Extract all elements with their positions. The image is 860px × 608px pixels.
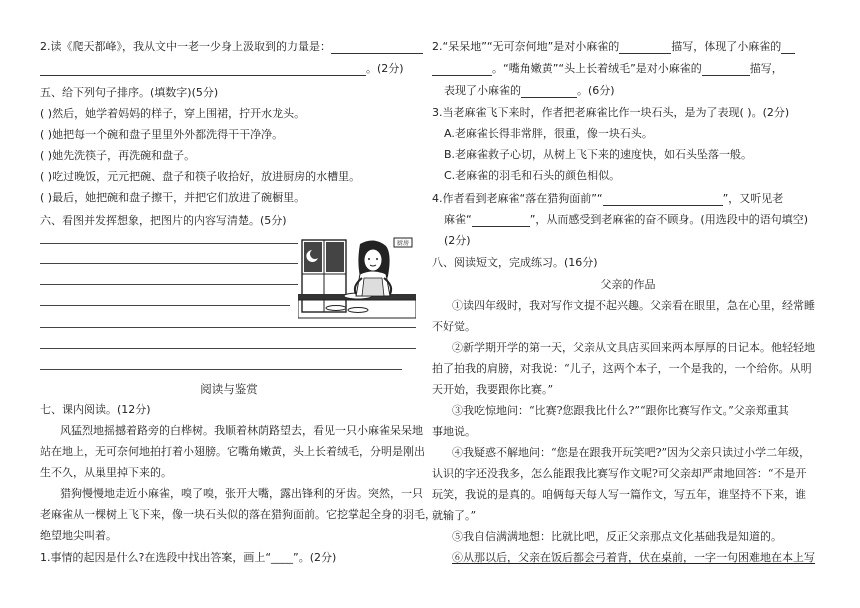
section-8-title: 八、阅读短文，完成练习。(16分)	[432, 256, 598, 269]
answer-blank[interactable]	[331, 42, 423, 54]
passage-line: 生不久，从巢里掉下来的。	[40, 466, 172, 479]
q2-read-score: 。(2分)	[366, 62, 404, 75]
passage-line: 老麻雀从一棵树上飞下来，像一块石头似的落在猎狗面前。它挖掌起全身的羽毛，	[40, 508, 436, 521]
answer-blank[interactable]	[781, 42, 795, 54]
option-a[interactable]: A.老麻雀长得非常胖，很重，像一块石头。	[444, 127, 653, 140]
section-5-title: 五、给下列句子排序。(填数字)(5分)	[40, 86, 219, 99]
section-7-title: 七、课内阅读。(12分)	[40, 403, 151, 416]
passage-line: 猎狗慢慢地走近小麻雀，嗅了嗅，张开大嘴，露出锋利的牙齿。突然，一只	[60, 487, 423, 500]
story-line: 拍了拍我的肩膀，对我说：“儿子，这两个本子，一个是我的，一个给你。从明	[432, 362, 812, 375]
q2-line-1	[432, 40, 795, 54]
q2-part: 描写，	[749, 62, 783, 75]
q2-part: 表现了小麻雀的	[444, 84, 521, 97]
story-line: 玩笑，我说的是真的。咱俩每天每人写一篇作文，写五年，谁坚持不下来，谁	[432, 488, 806, 501]
story-line-underlined: ⑥从那以后，父亲在饭后都会弓着背，伏在桌前，一字一句困难地在本上写	[452, 551, 815, 564]
answer-blank[interactable]	[40, 64, 366, 76]
writing-line[interactable]	[40, 327, 416, 328]
sort-item: ( )她先洗筷子，再洗碗和盘子。	[40, 149, 196, 162]
q2-read-prompt: 2.读《爬天都峰》，我从文中一老一少身上汲取到的力量是：	[40, 40, 331, 53]
q4-score: (2分)	[444, 234, 471, 247]
q4-part: ”，又听见老	[722, 192, 784, 205]
answer-blank[interactable]	[702, 64, 750, 76]
passage-line: 站在地上，无可奈何地拍打着小翅膀。它嘴角嫩黄，头上长着绒毛，分明是刚出	[40, 445, 425, 458]
sort-item: ( )最后，她把碗和盘子擦干，并把它们放进了碗橱里。	[40, 191, 306, 204]
story-line: ②新学期开学的第一天，父亲从文具店买回来两本厚厚的日记本。他轻轻地	[452, 341, 815, 354]
story-line: 就输了。”	[432, 509, 477, 522]
writing-line[interactable]	[40, 305, 290, 306]
section-6-title: 六、看图并发挥想象，把图片的内容写清楚。(5分)	[40, 214, 287, 227]
question-1: 1.事情的起因是什么?在选段中找出答案，画上“____”。(2分)	[40, 551, 337, 564]
writing-line[interactable]	[40, 284, 298, 285]
option-b[interactable]: B.老麻雀救子心切，从树上飞下来的速度快，如石头坠落一般。	[444, 148, 753, 161]
story-line: 不好觉。	[432, 320, 476, 333]
sort-item: ( )然后，她学着妈妈的样子，穿上围裙，拧开水龙头。	[40, 107, 306, 120]
story-line: 认识的字还没我多，怎么能跟我比赛写作文呢?可父亲却严肃地回答：“不是开	[432, 467, 807, 480]
passage-line: 绝望地尖叫着。	[40, 529, 117, 542]
q4-part: 麻雀“	[444, 213, 472, 226]
q4-line-1	[432, 192, 783, 206]
answer-blank[interactable]	[603, 194, 723, 206]
q2-part: 描写，体现了小麻雀的	[671, 40, 782, 53]
story-line: ①读四年级时，我对写作文提不起兴趣。父亲看在眼里，急在心里，经常睡	[452, 299, 815, 312]
q4-part: ”，从而感受到老麻雀的奋不顾身。(用选段中的语句填空)	[529, 213, 808, 226]
reading-header: 阅读与鉴赏	[200, 382, 258, 396]
story-line: ③我吃惊地问：“比赛?您跟我比什么?”“跟你比赛写作文。”父亲郑重其	[452, 404, 789, 417]
answer-blank[interactable]	[521, 86, 577, 98]
writing-line[interactable]	[40, 348, 416, 349]
writing-line[interactable]	[40, 243, 298, 244]
writing-line[interactable]	[40, 369, 402, 370]
answer-blank[interactable]	[472, 215, 530, 227]
answer-blank[interactable]	[619, 42, 671, 54]
writing-line[interactable]	[40, 263, 298, 264]
question-3: 3.当老麻雀飞下来时，作者把老麻雀比作一块石头，是为了表现( )。(2分)	[432, 106, 790, 119]
sort-item: ( )她把每一个碗和盘子里里外外都洗得干干净净。	[40, 128, 284, 141]
q2-line-2	[432, 62, 783, 76]
q2-part: 。“嘴角嫩黄”“头上长着绒毛”是对小麻雀的	[492, 62, 702, 75]
option-c[interactable]: C.老麻雀的羽毛和石头的颜色相似。	[444, 169, 621, 182]
story-line: 天开始，我要跟你比赛。”	[432, 383, 554, 396]
q4-line-2	[444, 213, 808, 227]
q4-part: 4.作者看到老麻雀“落在猎狗面前”“	[432, 192, 603, 205]
story-title: 父亲的作品	[600, 278, 656, 291]
sort-item: ( )吃过晚饭，元元把碗、盘子和筷子收拾好，放进厨房的水槽里。	[40, 170, 361, 183]
q2-read-line	[40, 40, 423, 54]
q2-line-3	[444, 84, 615, 98]
girl-washing-dishes-illustration	[298, 234, 416, 320]
story-line: 事地说。	[432, 425, 476, 438]
q2-part: 。(6分)	[577, 84, 615, 97]
story-line: ④我疑惑不解地问：“您是在跟我开玩笑吧?”因为父亲只读过小学二年级，	[452, 446, 811, 459]
kitchen-sign-text: 厨房	[396, 240, 410, 247]
answer-blank[interactable]	[432, 64, 492, 76]
passage-line: 风猛烈地摇撼着路旁的白桦树。我顺着林荫路望去，看见一只小麻雀呆呆地	[60, 424, 423, 437]
story-line: ⑤我自信满满地想：比就比吧，反正父亲那点文化基础我是知道的。	[452, 530, 782, 543]
q2-read-line-2	[40, 62, 404, 76]
q2-part: 2.“呆呆地”“无可奈何地”是对小麻雀的	[432, 40, 620, 53]
